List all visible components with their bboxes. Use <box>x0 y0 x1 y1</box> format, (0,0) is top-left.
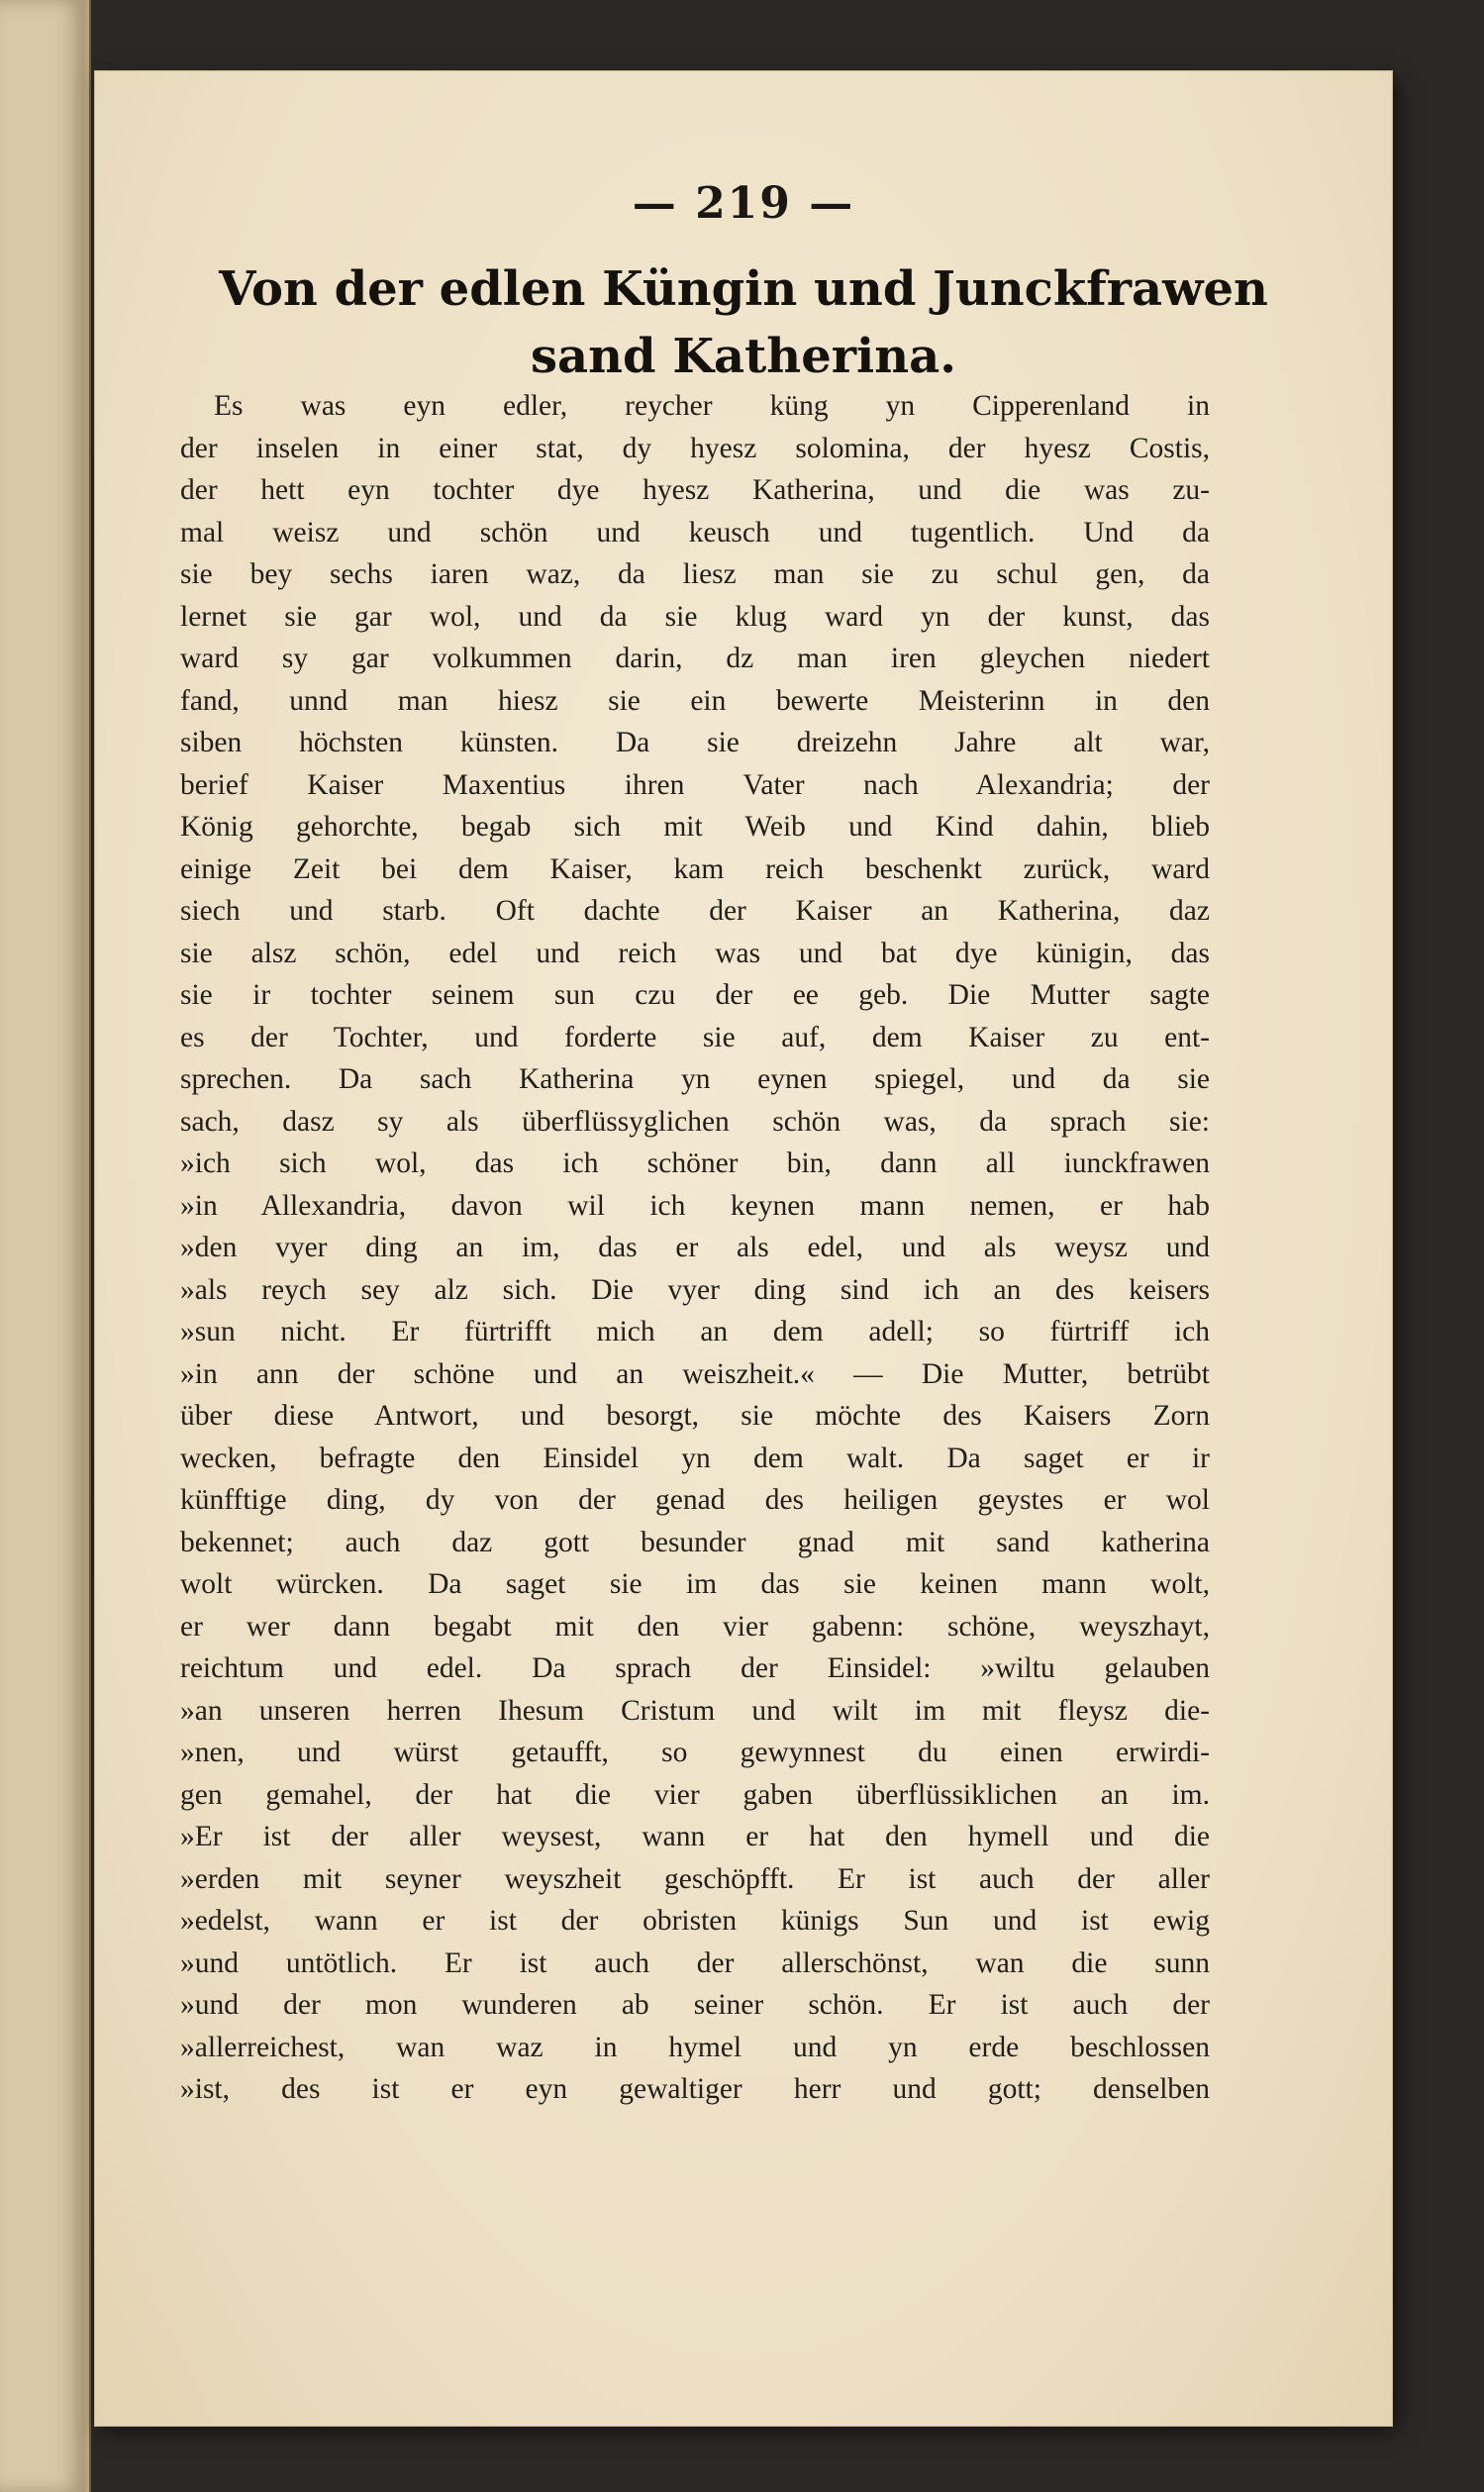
text-line: über diese Antwort, und besorgt, sie möchte des Kaisers Zorn <box>180 1400 1210 1432</box>
text-line: sie alsz schön, edel und reich was und bat dye künigin, das <box>180 937 1210 969</box>
text-line: siben höchsten künsten. Da sie dreizehn Jahre alt war, <box>180 727 1210 758</box>
text-line: sprechen. Da sach Katherina yn eynen spiegel, und da sie <box>180 1063 1210 1095</box>
text-line: »ich sich wol, das ich schöner bin, dann all iunckfrawen <box>180 1147 1210 1179</box>
text-line: wolt würcken. Da saget sie im das sie keinen mann wolt, <box>180 1568 1210 1600</box>
text-line: »und der mon wunderen ab seiner schön. Er ist auch der <box>180 1989 1210 2021</box>
text-line: einige Zeit bei dem Kaiser, kam reich beschenkt zurück, ward <box>180 852 1210 885</box>
text-line: »allerreichest, wan waz in hymel und yn erde beschlossen <box>180 2031 1210 2063</box>
text-line: siech und starb. Oft dachte der Kaiser an Katherina, daz <box>180 895 1210 927</box>
text-line: Es was eyn edler, reycher küng yn Cipperenland in <box>214 390 1210 422</box>
chapter-title-line-2: sand Katherina. <box>531 329 956 384</box>
text-line: reichtum und edel. Da sprach der Einsidel: »wiltu gelauben <box>180 1652 1210 1684</box>
text-line: »in Allexandria, davon wil ich keynen mann nemen, er hab <box>180 1189 1210 1222</box>
text-line: künfftige ding, dy von der genad des heiligen geystes er wol <box>180 1484 1210 1516</box>
text-line: der hett eyn tochter dye hyesz Katherina, und die was zu- <box>180 474 1210 506</box>
page-number: — 219 — <box>632 178 855 229</box>
text-line: mal weisz und schön und keusch und tugentlich. Und da <box>180 516 1210 548</box>
text-line: »an unseren herren Ihesum Cristum und wilt im mit fleysz die- <box>180 1694 1210 1727</box>
text-line: gen gemahel, der hat die vier gaben überflüssiklichen an im. <box>180 1778 1210 1811</box>
text-line: sach, dasz sy als überflüssyglichen schön was, da sprach sie: <box>180 1105 1210 1138</box>
text-line: sie ir tochter seinem sun czu der ee geb. Die Mutter sagte <box>180 979 1210 1011</box>
text-line: »edelst, wann er ist der obristen künigs Sun und ist ewig <box>180 1905 1210 1937</box>
text-line: König gehorchte, begab sich mit Weib und Kind dahin, blieb <box>180 811 1210 843</box>
text-line: wecken, befragte den Einsidel yn dem walt. Da saget er ir <box>180 1442 1210 1474</box>
text-line: berief Kaiser Maxentius ihren Vater nach Alexandria; der <box>180 768 1210 801</box>
text-line: sie bey sechs iaren waz, da liesz man sie zu schul gen, da <box>180 558 1210 590</box>
text-line: er wer dann begabt mit den vier gabenn: schöne, weyszhayt, <box>180 1610 1210 1643</box>
text-line: es der Tochter, und forderte sie auf, dem Kaiser zu ent- <box>180 1021 1210 1053</box>
text-line: der inselen in einer stat, dy hyesz solomina, der hyesz Costis, <box>180 432 1210 464</box>
text-line: »erden mit seyner weyszheit geschöpfft. Er ist auch der aller <box>180 1862 1210 1895</box>
chapter-title-line-1: Von der edlen Küngin und Junckfrawen <box>219 261 1268 317</box>
text-line: »und untötlich. Er ist auch der allerschönst, wan die sunn <box>180 1946 1210 1979</box>
text-line: bekennet; auch daz gott besunder gnad mit sand katherina <box>180 1526 1210 1558</box>
text-line: »Er ist der aller weysest, wann er hat den hymell und die <box>180 1821 1210 1852</box>
facing-page-edge <box>0 0 91 2492</box>
text-line: »den vyer ding an im, das er als edel, und als weysz und <box>180 1232 1210 1263</box>
text-line: »ist, des ist er eyn gewaltiger herr und gott; denselben <box>180 2073 1210 2105</box>
chapter-title <box>164 255 1323 390</box>
text-line: »sun nicht. Er fürtrifft mich an dem adell; so fürtriff ich <box>180 1316 1210 1347</box>
text-line: »als reych sey alz sich. Die vyer ding sind ich an des keisers <box>180 1273 1210 1306</box>
text-line: lernet sie gar wol, und da sie klug ward yn der kunst, das <box>180 600 1210 633</box>
text-line: »in ann der schöne und an weiszheit.« — Die Mutter, betrübt <box>180 1357 1210 1390</box>
book-page <box>95 71 1392 2426</box>
text-line: »nen, und würst getaufft, so gewynnest du einen erwirdi- <box>180 1737 1210 1768</box>
body-text <box>180 385 1210 2111</box>
text-line: ward sy gar volkummen darin, dz man iren gleychen niedert <box>180 643 1210 674</box>
text-line: fand, unnd man hiesz sie ein bewerte Meisterinn in den <box>180 684 1210 717</box>
